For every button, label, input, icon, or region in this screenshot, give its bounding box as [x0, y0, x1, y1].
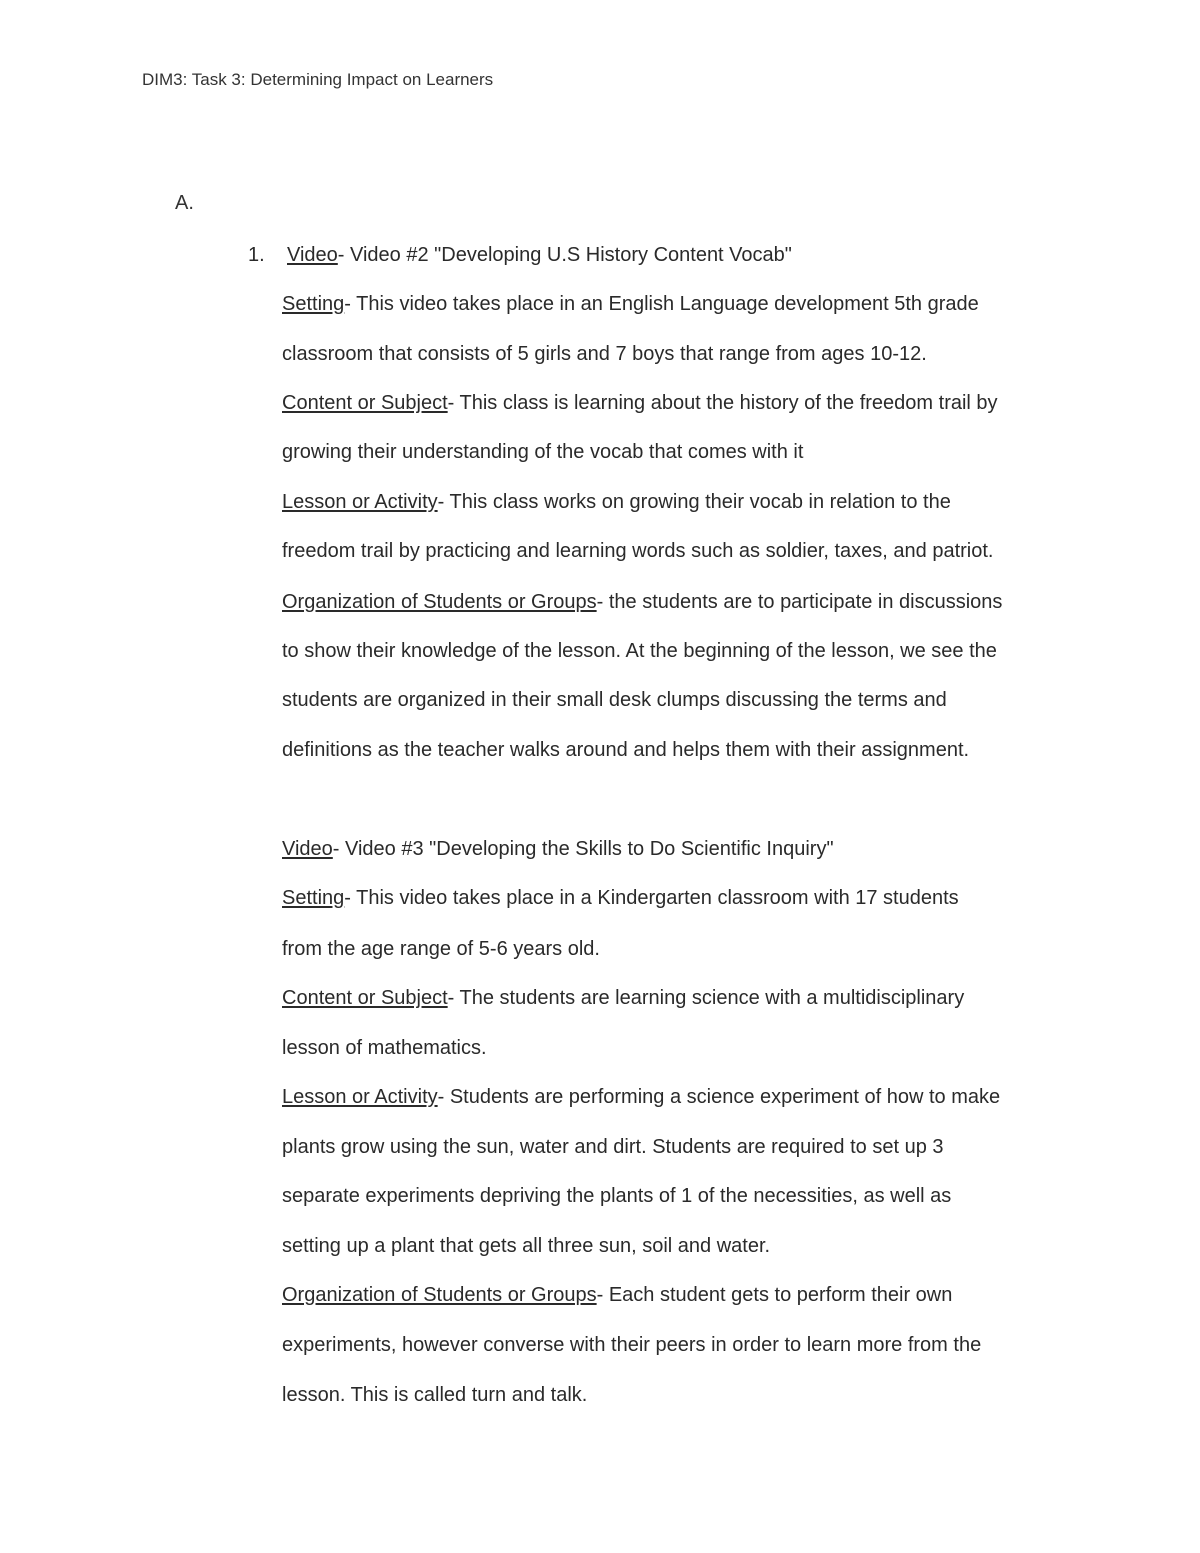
video-1-org-line-2: to show their knowledge of the lesson. At the beginning of the lesson, we see the: [282, 640, 997, 662]
video-1-lesson-label: Lesson or Activity: [282, 491, 438, 513]
video-2-lesson-line-3: separate experiments depriving the plants of 1 of the necessities, as well as: [282, 1185, 952, 1207]
video-2-lesson-line-1: [282, 1085, 1000, 1109]
video-2-lesson-label: Lesson or Activity: [282, 1086, 438, 1108]
video-2-content-line-1: [282, 986, 964, 1010]
video-2-org-line-2: experiments, however converse with their peers in order to learn more from the: [282, 1334, 982, 1356]
video-2-setting-text-1: - This video takes place in a Kindergarten classroom with 17 students: [344, 887, 959, 909]
video-2-lesson-line-2: plants grow using the sun, water and dirt. Students are required to set up 3: [282, 1136, 944, 1158]
video-2-content-label: Content or Subject: [282, 987, 448, 1009]
section-label: A.: [175, 192, 194, 214]
video-1-org-line-4: definitions as the teacher walks around and helps them with their assignment.: [282, 739, 970, 761]
document-header: DIM3: Task 3: Determining Impact on Learners: [142, 70, 494, 89]
video-1-setting-label: Setting: [282, 293, 345, 315]
video-1-setting-line-1: [282, 292, 979, 316]
video-1-content-label: Content or Subject: [282, 392, 448, 414]
video-2-org-label: Organization of Students or Groups: [282, 1284, 597, 1306]
video-2-setting-line-2: from the age range of 5-6 years old.: [282, 938, 600, 960]
video-1-lesson-line-2: freedom trail by practicing and learning words such as soldier, taxes, and patriot.: [282, 540, 994, 562]
video-1-text: - Video #2 "Developing U.S History Content Vocab": [337, 244, 792, 266]
video-1-org-line-1: [282, 590, 1002, 614]
video-2-org-line-3: lesson. This is called turn and talk.: [282, 1384, 588, 1406]
video-2-lesson-line-4: setting up a plant that gets all three sun, soil and water.: [282, 1235, 771, 1257]
video-2-text: - Video #3 "Developing the Skills to Do Scientific Inquiry": [332, 838, 834, 860]
video-1-label: Video: [287, 244, 338, 266]
video-1-org-text-1: - the students are to participate in discussions: [596, 591, 1003, 613]
video-2-label: Video: [282, 838, 333, 860]
video-1-content-line-2: growing their understanding of the vocab that comes with it: [282, 441, 804, 463]
video-2-org-line-1: [282, 1283, 952, 1307]
video-2-title-line: [282, 837, 834, 861]
video-1-setting-line-2: classroom that consists of 5 girls and 7 boys that range from ages 10-12.: [282, 343, 927, 365]
video-2-content-text-1: - The students are learning science with a multidisciplinary: [447, 987, 965, 1009]
video-1-content-line-1: [282, 391, 998, 415]
video-2-lesson-text-1: - Students are performing a science experiment of how to make: [437, 1086, 1001, 1108]
video-1-setting-text-1: - This video takes place in an English Language development 5th grade: [344, 293, 979, 315]
video-2-content-line-2: lesson of mathematics.: [282, 1037, 487, 1059]
list-number: 1.: [248, 244, 265, 266]
video-1-lesson-line-1: [282, 490, 951, 514]
video-2-setting-line-1: [282, 886, 959, 910]
video-2-org-text-1: - Each student gets to perform their own: [596, 1284, 953, 1306]
video-1-lesson-text-1: - This class works on growing their vocab in relation to the: [437, 491, 951, 513]
video-2-setting-label: Setting: [282, 887, 345, 909]
video-1-content-text-1: - This class is learning about the history of the freedom trail by: [447, 392, 998, 414]
video-1-org-line-3: students are organized in their small desk clumps discussing the terms and: [282, 689, 947, 711]
video-1-org-label: Organization of Students or Groups: [282, 591, 597, 613]
video-1-title-line: [287, 243, 792, 267]
